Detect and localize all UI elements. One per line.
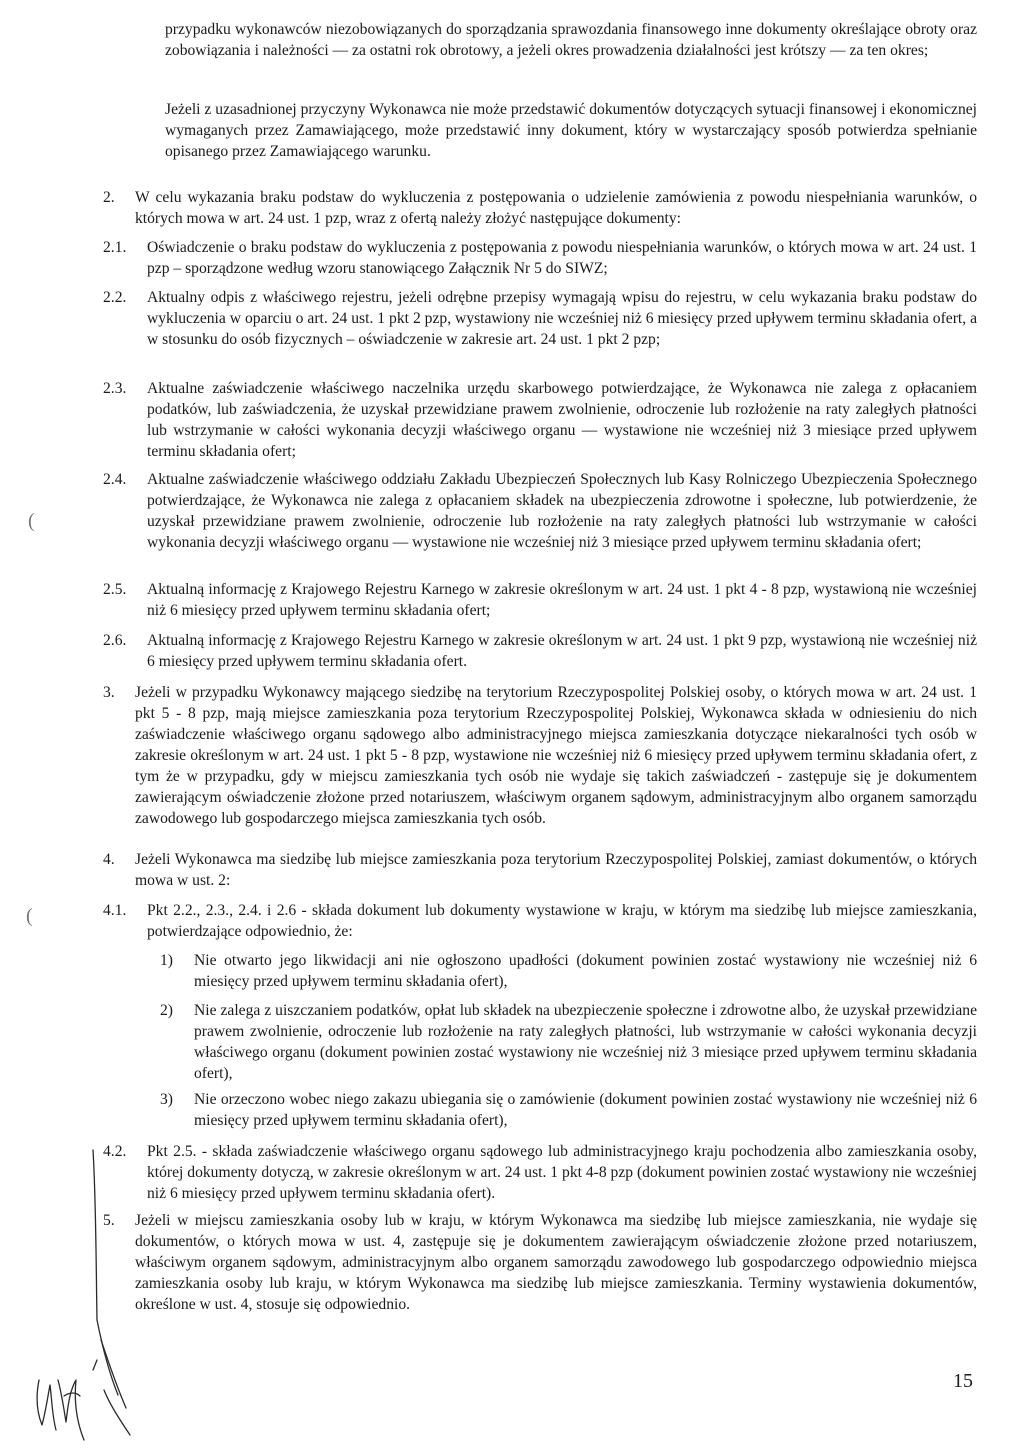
item-2-5-number: 2.5. [103,581,127,598]
item-4-2-number: 4.2. [103,1143,127,1160]
item-4-1-3-text: Nie orzeczono wobec niego zakazu ubiegania się o zamówienie (dokument powinien zostać wystawiony nie wcześniej niż 6 miesięcy przed upływem terminu składania ofert), [194,1091,977,1129]
margin-mark: ( [26,905,33,927]
item-4-1-2-text: Nie zalega z uiszczaniem podatków, opłat lub składek na ubezpieczenie społeczne i zdrowotne albo, że uzyskał przewidziane prawem zwolnienie, odroczenie lub rozłożenie na raty zaległych płatności, lub wstrzymanie w całości wykonania decyzji właściwego organu (dokument powinien zostać wystawiony nie wcześniej niż 3 miesiące przed upływem terminu składania ofert), [194,1002,977,1082]
item-2-3-number: 2.3. [103,380,127,397]
margin-mark: ( [28,510,35,532]
item-2-1-text: Oświadczenie o braku podstaw do wykluczenia z postępowania z powodu niespełniania warunków, o których mowa w art. 24 ust. 1 pzp – sporządzone według wzoru stanowiącego Załącznik Nr 5 do SIWZ; [147,239,977,277]
section-3-text: Jeżeli w przypadku Wykonawcy mającego siedzibę na terytorium Rzeczypospolitej Polskiej osoby, o których mowa w art. 24 ust. 1 pkt 5 - 8 pzp, mają miejsce zamieszkania poza terytorium Rzeczypospolitej Polskiej, Wykonawca składa w odniesieniu do nich zaświadczenie właściwego organu sądowego albo administracyjnego miejsca zamieszkania dotyczące niekaralności tych osób w zakresie określonym w art. 24 ust. 1 pkt 5 - 8 pzp, wystawione nie wcześniej niż 6 miesięcy przed upływem terminu składania ofert, z tym że w przypadku, gdy w miejscu zamieszkania tych osób nie wydaje się takich zaświadczeń - zastępuje się je dokumentem zawierającym oświadczenie złożone przed notariuszem, właściwym organem sądowym, administracyjnym albo organem samorządu zawodowego lub gospodarczego miejsca zamieszkania tych osób. [135,684,977,827]
item-2-5-text: Aktualną informację z Krajowego Rejestru Karnego w zakresie określonym w art. 24 ust. 1 pkt 4 - 8 pzp, wystawioną nie wcześniej niż 6 miesięcy przed upływem terminu składania ofert; [147,581,977,619]
item-4-1-text: Pkt 2.2., 2.3., 2.4. i 2.6 - składa dokument lub dokumenty wystawione w kraju, w którym ma siedzibę lub miejsce zamieszkania, potwierdzające odpowiednio, że: [147,902,977,940]
item-4-1-3-number: 3) [160,1091,173,1108]
item-4-1-1-number: 1) [160,952,173,969]
item-4-1-2-number: 2) [160,1002,173,1019]
item-4-1-number: 4.1. [103,902,127,919]
section-4-number: 4. [103,851,115,868]
item-4-2-text: Pkt 2.5. - składa zaświadczenie właściwego organu sądowego lub administracyjnego kraju pochodzenia albo zamieszkania osoby, której dokumenty dotyczą, w zakresie określonym w art. 24 ust. 1 pkt 4-8 pzp (dokument powinien zostać wystawiony nie wcześniej niż 6 miesięcy przed upływem terminu składania ofert). [147,1143,977,1202]
intro-note-paragraph: Jeżeli z uzasadnionej przyczyny Wykonawca nie może przedstawić dokumentów dotyczących sytuacji finansowej i ekonomicznej wymaganych przez Zamawiającego, może przedstawić inny dokument, który w wystarczający sposób potwierdza spełnianie opisanego przez Zamawiającego warunku. [165,101,977,160]
item-2-2-text: Aktualny odpis z właściwego rejestru, jeżeli odrębne przepisy wymagają wpisu do rejestru, w celu wykazania braku podstaw do wykluczenia w oparciu o art. 24 ust. 1 pkt 2 pzp, wystawiony nie wcześniej niż 6 miesięcy przed upływem terminu składania ofert, a w stosunku do osób fizycznych – oświadczenie w zakresie art. 24 ust. 1 pkt 2 pzp; [147,289,977,348]
item-2-6-number: 2.6. [103,632,127,649]
section-5-text: Jeżeli w miejscu zamieszkania osoby lub w kraju, w którym Wykonawca ma siedzibę lub miejsce zamieszkania, nie wydaje się dokumentów, o których mowa w ust. 4, zastępuje się je dokumentem zawierającym oświadczenie złożone przed notariuszem, właściwym organem sądowym, administracyjnym albo organem samorządu zawodowego lub gospodarczego odpowiednio miejsca zamieszkania osoby lub kraju, w którym Wykonawca ma siedzibę lub miejsce zamieszkania. Terminy wystawienia dokumentów, określone w ust. 4, stosuje się odpowiednio. [135,1212,977,1313]
section-2-text: W celu wykazania braku podstaw do wykluczenia z postępowania o udzielenie zamówienia z powodu niespełniania warunków, o których mowa w art. 24 ust. 1 pzp, wraz z ofertą należy złożyć następujące dokumenty: [135,189,977,227]
item-4-1-1-text: Nie otwarto jego likwidacji ani nie ogłoszono upadłości (dokument powinien zostać wystawiony nie wcześniej niż 6 miesięcy przed upływem terminu składania ofert), [194,952,977,990]
page-number: 15 [953,1370,973,1392]
section-2-number: 2. [103,189,115,206]
section-3-number: 3. [103,684,115,701]
item-2-6-text: Aktualną informację z Krajowego Rejestru Karnego w zakresie określonym w art. 24 ust. 1 pkt 9 pzp, wystawioną nie wcześniej niż 6 miesięcy przed upływem terminu składania ofert. [147,632,977,670]
intro-paragraph: przypadku wykonawców niezobowiązanych do sporządzania sprawozdania finansowego inne dokumenty określające obroty oraz zobowiązania i należności — za ostatni rok obrotowy, a jeżeli okres prowadzenia działalności jest krótszy — za ten okres; [165,21,977,59]
item-2-2-number: 2.2. [103,289,127,306]
item-2-1-number: 2.1. [103,239,127,256]
section-5-number: 5. [103,1212,115,1229]
item-2-4-number: 2.4. [103,471,127,488]
section-4-text: Jeżeli Wykonawca ma siedzibę lub miejsce zamieszkania poza terytorium Rzeczypospolitej Polskiej, zamiast dokumentów, o których mowa w ust. 2: [135,851,977,889]
item-2-3-text: Aktualne zaświadczenie właściwego naczelnika urzędu skarbowego potwierdzające, że Wykonawca nie zalega z opłacaniem podatków, lub zaświadczenia, że uzyskał przewidziane prawem zwolnienie, odroczenie lub rozłożenie na raty zaległych płatności lub wstrzymanie w całości wykonania decyzji właściwego organu — wystawione nie wcześniej niż 3 miesiące przed upływem terminu składania ofert; [147,380,977,460]
item-2-4-text: Aktualne zaświadczenie właściwego oddziału Zakładu Ubezpieczeń Społecznych lub Kasy Rolniczego Ubezpieczenia Społecznego potwierdzające, że Wykonawca nie zalega z opłacaniem składek na ubezpieczenia zdrowotne i społeczne, lub potwierdzenie, że uzyskał przewidziane prawem zwolnienie, odroczenie lub rozłożenie na raty zaległych płatności lub wstrzymanie w całości wykonania decyzji właściwego organu — wystawione nie wcześniej niż 3 miesiące przed upływem terminu składania ofert; [147,471,977,551]
